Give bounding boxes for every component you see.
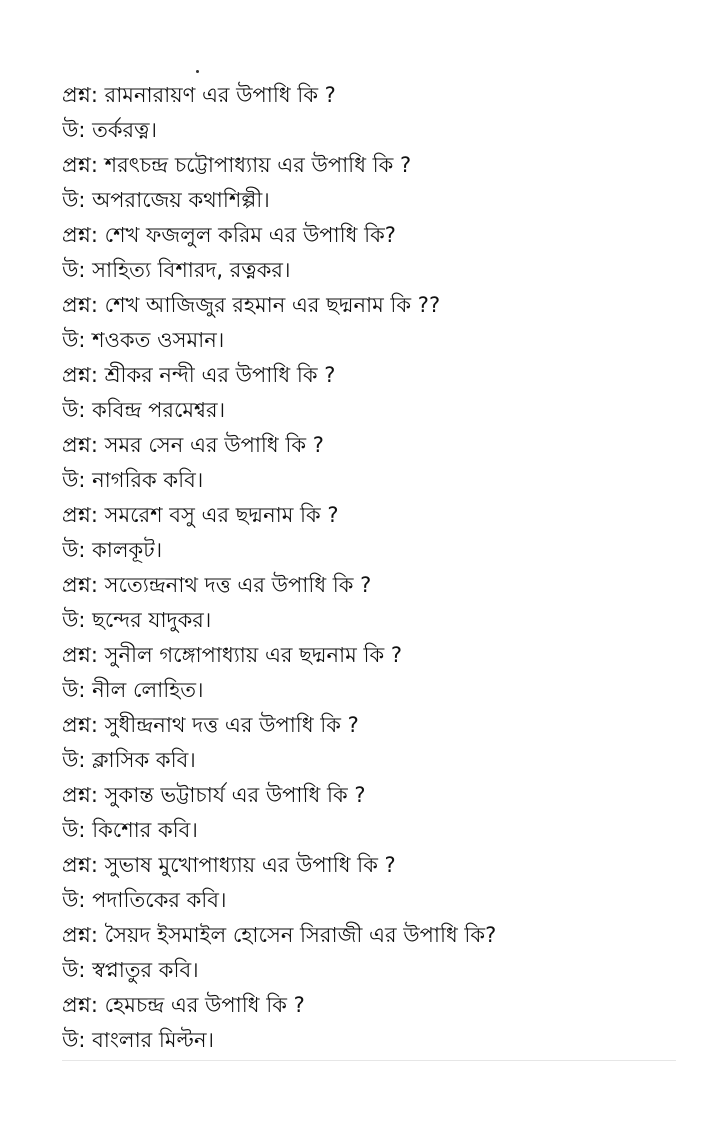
- answer-line: উ: কবিন্দ্র পরমেশ্বর।: [62, 398, 226, 422]
- question-line: প্রশ্ন: সুকান্ত ভট্টাচার্য এর উপাধি কি ?: [62, 783, 366, 807]
- answer-line: উ: স্বপ্নাতুর কবি।: [62, 958, 199, 982]
- answer-line: উ: ছন্দের যাদুকর।: [62, 608, 212, 632]
- question-line: প্রশ্ন: হেমচন্দ্র এর উপাধি কি ?: [62, 993, 305, 1017]
- bottom-divider: [62, 1060, 676, 1061]
- question-line: প্রশ্ন: সমর সেন এর উপাধি কি ?: [62, 433, 324, 457]
- question-line: প্রশ্ন: রামনারায়ণ এর উপাধি কি ?: [62, 83, 336, 107]
- answer-line: উ: কালকূট।: [62, 538, 163, 562]
- question-line: প্রশ্ন: সুধীন্দ্রনাথ দত্ত এর উপাধি কি ?: [62, 713, 359, 737]
- answer-line: উ: তর্করত্ন।: [62, 118, 158, 142]
- answer-line: উ: পদাতিকের কবি।: [62, 888, 227, 912]
- qa-list: [62, 78, 682, 1058]
- answer-line: উ: নাগরিক কবি।: [62, 468, 204, 492]
- answer-line: উ: কিশোর কবি।: [62, 818, 198, 842]
- question-line: প্রশ্ন: শেখ আজিজুর রহমান এর ছদ্মনাম কি ??: [62, 293, 441, 317]
- answer-line: উ: শওকত ওসমান।: [62, 328, 225, 352]
- stray-dot-mark: [196, 70, 199, 73]
- question-line: প্রশ্ন: শেখ ফজলুল করিম এর উপাধি কি?: [62, 223, 396, 247]
- answer-line: উ: ক্লাসিক কবি।: [62, 748, 196, 772]
- question-line: প্রশ্ন: সমরেশ বসু এর ছদ্মনাম কি ?: [62, 503, 339, 527]
- question-line: প্রশ্ন: সত্যেন্দ্রনাথ দত্ত এর উপাধি কি ?: [62, 573, 372, 597]
- question-line: প্রশ্ন: শ্রীকর নন্দী এর উপাধি কি ?: [62, 363, 336, 387]
- question-line: প্রশ্ন: সৈয়দ ইসমাইল হোসেন সিরাজী এর উপাধি কি?: [62, 923, 497, 947]
- question-line: প্রশ্ন: সুভাষ মুখোপাধ্যায় এর উপাধি কি ?: [62, 853, 396, 877]
- answer-line: উ: সাহিত্য বিশারদ, রত্নকর।: [62, 258, 291, 282]
- question-line: প্রশ্ন: সুনীল গঙ্গোপাধ্যায় এর ছদ্মনাম কি ?: [62, 643, 402, 667]
- answer-line: উ: নীল লোহিত।: [62, 678, 204, 702]
- answer-line: উ: অপরাজেয় কথাশিল্পী।: [62, 188, 270, 212]
- question-line: প্রশ্ন: শরৎচন্দ্র চট্টোপাধ্যায় এর উপাধি কি ?: [62, 153, 412, 177]
- answer-line: উ: বাংলার মিল্টন।: [62, 1028, 215, 1052]
